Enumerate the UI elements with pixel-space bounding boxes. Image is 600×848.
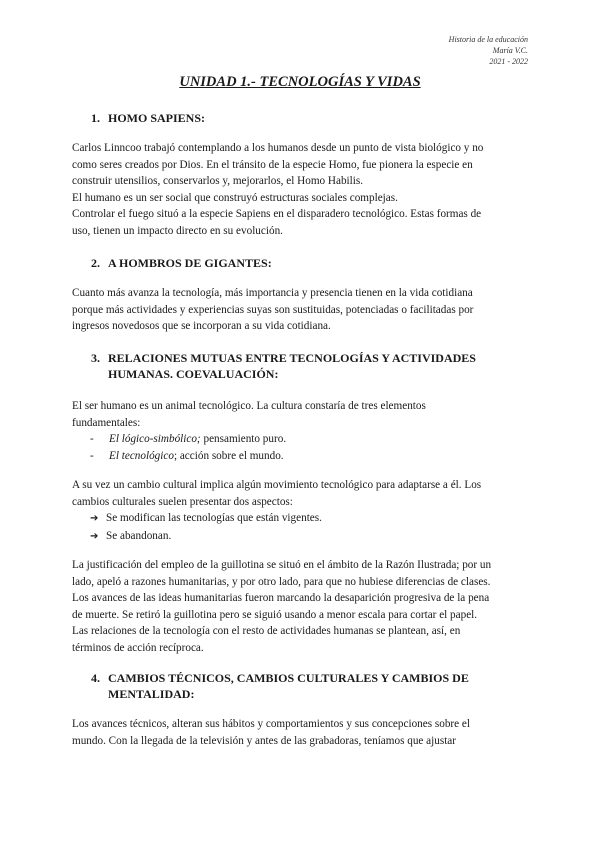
list-item-term: El tecnológico	[109, 449, 174, 462]
text-line: como seres creados por Dios. En el tránsito de la especie Homo, fue pionera la especie en	[72, 158, 473, 171]
section-2-title: A HOMBROS DE GIGANTES:	[108, 256, 272, 270]
text-line: Carlos Linncoo trabajó contemplando a los humanos desde un punto de vista biológico y no	[72, 142, 484, 154]
section-4-title-line-1: CAMBIOS TÉCNICOS, CAMBIOS CULTURALES Y CAMBIOS DE	[108, 671, 469, 685]
text-line: ingresos novedosos que se incorporan a su vida cotidiana.	[72, 320, 331, 332]
section-4-paragraph	[72, 716, 522, 749]
section-3-heading	[91, 350, 518, 382]
section-3-paragraph-2	[72, 477, 522, 510]
section-1-number: 1.	[91, 111, 100, 125]
section-3-paragraph-3	[72, 557, 522, 656]
text-line: El ser humano es un animal tecnológico. La cultura constaría de tres elementos	[72, 400, 426, 412]
text-line: términos de acción recíproca.	[72, 641, 204, 654]
header-year: 2021 - 2022	[489, 57, 528, 66]
dash-marker: -	[90, 449, 94, 462]
text-line: A su vez un cambio cultural implica algún movimiento tecnológico para adaptarse a él. Los	[72, 479, 482, 491]
text-line: de muerte. Se retiró la guillotina pero se siguió usando a menor escala para cortar el papel.	[72, 608, 478, 621]
section-2-number: 2.	[91, 256, 100, 270]
text-line: Las relaciones de la tecnología con el resto de actividades humanas se plantean, así, en	[72, 625, 461, 637]
list-item-text: ; acción sobre el mundo.	[173, 449, 284, 462]
section-2-heading	[91, 255, 518, 271]
text-line: La justificación del empleo de la guillotina se situó en el ámbito de la Razón Ilustrada; por un	[72, 559, 492, 571]
section-1-title: HOMO SAPIENS:	[108, 111, 206, 125]
text-line: fundamentales:	[72, 416, 141, 429]
text-line: Cuanto más avanza la tecnología, más importancia y presencia tienen en la vida cotidiana	[72, 287, 473, 299]
list-item-term: El lógico-simbólico;	[109, 433, 201, 445]
document-header	[449, 34, 528, 67]
list-item	[90, 528, 322, 546]
arrow-list	[90, 510, 322, 545]
text-line: construir utensilios, conservarlos y, mejorarlos, el Homo Habilis.	[72, 175, 364, 187]
list-item-text: Se modifican las tecnologías que están vigentes.	[106, 512, 322, 524]
text-line: El humano es un ser social que construyó estructuras sociales complejas.	[72, 191, 398, 204]
text-line: cambios culturales suelen presentar dos aspectos:	[72, 495, 293, 508]
list-item-text: Se abandonan.	[106, 529, 172, 542]
dash-list	[90, 431, 286, 464]
section-3-title-line-1: RELACIONES MUTUAS ENTRE TECNOLOGÍAS Y ACTIVIDADES	[108, 351, 476, 365]
text-line: mundo. Con la llegada de la televisión y antes de las grabadoras, teníamos que ajustar	[72, 734, 456, 747]
section-3-paragraph-1	[72, 398, 522, 431]
dash-marker: -	[90, 433, 94, 445]
page-title: UNIDAD 1.- TECNOLOGÍAS Y VIDAS	[179, 74, 421, 90]
text-line: Los avances de las ideas humanitarias fueron marcando la desaparición progresiva de la pena	[72, 592, 490, 604]
header-course: Historia de la educación	[448, 35, 528, 44]
text-line: lado, apeló a razones humanitarias, y por otro lado, para que no hubiese diferencias de clases.	[72, 575, 491, 588]
list-item	[90, 510, 322, 528]
text-line: porque más actividades y experiencias suyas son sustituidas, potenciadas o facilitadas por	[72, 303, 474, 316]
text-line: uso, tienen un impacto directo en su evolución.	[72, 224, 283, 237]
list-item	[90, 448, 286, 465]
list-item	[90, 431, 286, 448]
arrow-right-icon: ➔	[90, 530, 99, 542]
section-4-title-line-2: MENTALIDAD:	[108, 687, 195, 701]
section-4-number: 4.	[91, 671, 100, 685]
section-1-heading	[91, 110, 518, 126]
section-3-title-line-2: HUMANAS. COEVALUACIÓN:	[108, 367, 279, 381]
section-3-number: 3.	[91, 351, 100, 365]
text-line: Controlar el fuego situó a la especie Sapiens en el disparadero tecnológico. Estas formas de	[72, 208, 482, 220]
section-4-heading	[91, 670, 518, 702]
list-item-text: pensamiento puro.	[200, 433, 287, 445]
text-line: Los avances técnicos, alteran sus hábitos y comportamientos y sus concepciones sobre el	[72, 718, 470, 730]
section-1-paragraph	[72, 140, 522, 239]
section-2-paragraph	[72, 285, 522, 335]
arrow-right-icon: ➔	[90, 513, 99, 524]
header-author: María V.C.	[492, 46, 528, 55]
